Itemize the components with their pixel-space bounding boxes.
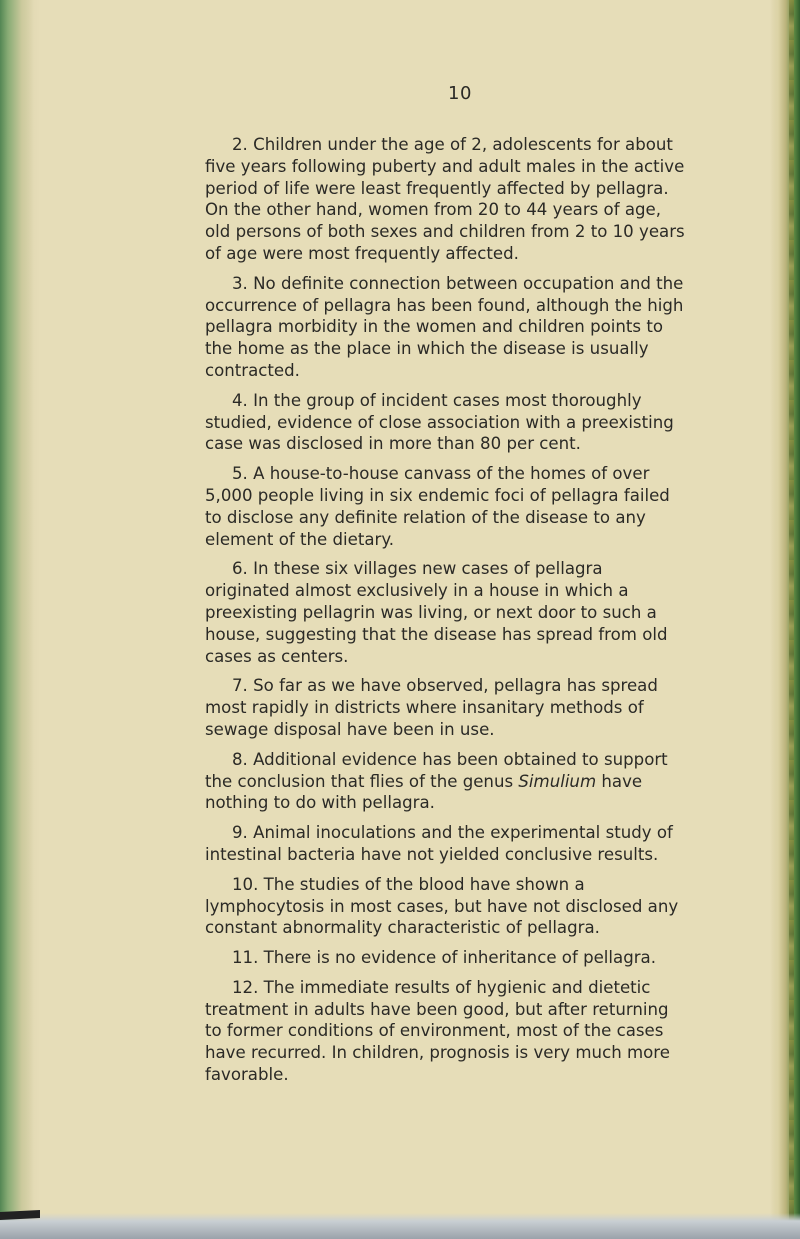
genus-name: Simulium [518, 771, 597, 791]
paragraph-10: 10. The studies of the blood have shown a lymphocytosis in most cases, but have not disclosed any constant abnormality characteristic of pellagra. [205, 874, 679, 938]
book-spine [789, 0, 794, 1239]
paragraph-8 [205, 749, 685, 814]
scan-bottom-band [0, 1213, 800, 1239]
paragraph-8-text-before: 8. Additional evidence has been obtained to support the conclusion that flies of the genus [205, 749, 668, 791]
paragraph-7: 7. So far as we have observed, pellagra has spread most rapidly in districts where insanitary methods of sewage disposal have been in use. [205, 676, 658, 739]
paragraph-5: 5. A house-to-house canvass of the homes of over 5,000 people living in six endemic foci of pellagra failed to disclose any definite relation of the disease to any element of the dietary. [205, 464, 670, 549]
page-content [205, 83, 685, 1094]
paragraph-12: 12. The immediate results of hygienic and dietetic treatment in adults have been good, but after returning to former conditions of environment, most of the cases have recurred. In children, prognosis is very much more favorable. [205, 977, 670, 1085]
paragraph-6: 6. In these six villages new cases of pellagra originated almost exclusively in a house in which a preexisting pellagrin was living, or next door to such a house, suggesting that the disease has spread from old cases as centers. [205, 559, 668, 666]
paragraph-9: 9. Animal inoculations and the experimental study of intestinal bacteria have not yielded conclusive results. [205, 823, 673, 864]
paragraph-4: 4. In the group of incident cases most thoroughly studied, evidence of close association with a preexisting case was disclosed in more than 80 per cent. [205, 390, 674, 454]
paragraph-3: 3. No definite connection between occupation and the occurrence of pellagra has been found, although the high pellagra morbidity in the women and children points to the home as the place in which the disease is usually contracted. [205, 273, 684, 380]
paragraph-11: 11. There is no evidence of inheritance of pellagra. [232, 948, 656, 968]
page-number: 10 [448, 83, 472, 104]
left-page-edge [0, 0, 34, 1239]
right-page-edge [770, 0, 800, 1239]
paragraph-8-text-after: have nothing to do with pellagra. [205, 771, 643, 813]
paragraph-2: 2. Children under the age of 2, adolescents for about five years following puberty and adult males in the active period of life were least frequently affected by pellagra. On the other hand, women from 20 to 44 years of age, old persons of both sexes and children from 2 to 10 years of age were most frequently affected. [205, 135, 685, 263]
